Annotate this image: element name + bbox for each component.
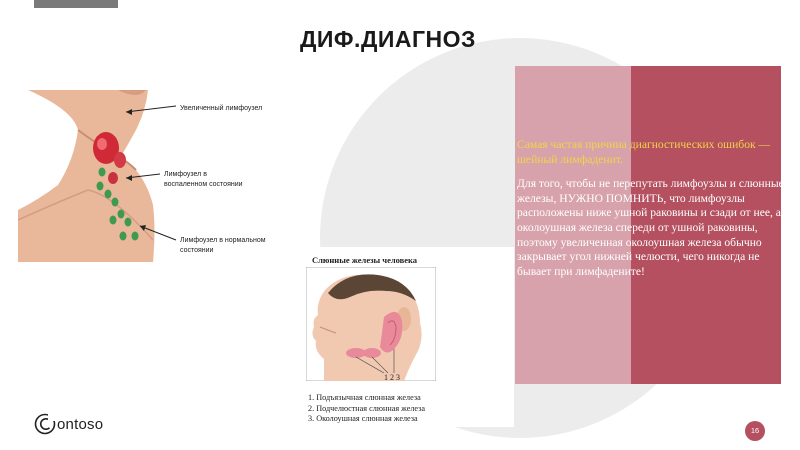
gland-legend-item: 3. Околоушная слюнная железа (308, 414, 418, 423)
salivary-glands-illustration (306, 267, 436, 381)
panel-body-text: Для того, чтобы не перепутать лимфоузлы и слюнные железы, НУЖНО ПОМНИТЬ, что лимфоузлы расположены ниже ушной раковины и сзади от нее, а околоушная железа спереди от ушной раковины, поэтому увеличенная околоушная железа обычно закрывает угол нижней челюсти, чего никогда не бывает при лимфадените! (517, 177, 784, 278)
label-enlarged-node: Увеличенный лимфоузел (180, 105, 263, 112)
label-inflamed-node-line2: воспаленном состоянии (164, 181, 243, 188)
gland-figure-title: Слюнные железы человека (312, 255, 418, 265)
gland-legend-item: 2. Подчелюстная слюнная железа (308, 403, 426, 413)
salivary-glands-card (224, 247, 514, 427)
label-normal-node-line2: состоянии (180, 247, 214, 254)
neck-lymph-node-illustration (18, 90, 280, 262)
label-normal-node-line1: Лимфоузел в нормальном (180, 237, 266, 244)
contoso-logo (34, 413, 103, 435)
logo-text: ontoso (57, 415, 104, 433)
gland-legend-item: 1. Подъязычная слюнная железа (308, 393, 421, 402)
label-inflamed-node-line1: Лимфоузел в (164, 171, 207, 178)
panel-highlight-text: Самая частая причина диагностических ошибок — шейный лимфаденит. (517, 138, 771, 166)
top-decor-bar (34, 0, 118, 8)
page-number-badge: 16 (745, 421, 765, 441)
gland-svg (306, 267, 436, 381)
gland-legend (308, 393, 425, 425)
neck-svg (18, 90, 280, 262)
contoso-logo-icon (34, 413, 56, 435)
gland-numbers: 1 2 3 (384, 373, 400, 382)
panel-text (517, 138, 787, 279)
slide-title: ДИФ.ДИАГНОЗ (300, 26, 476, 52)
